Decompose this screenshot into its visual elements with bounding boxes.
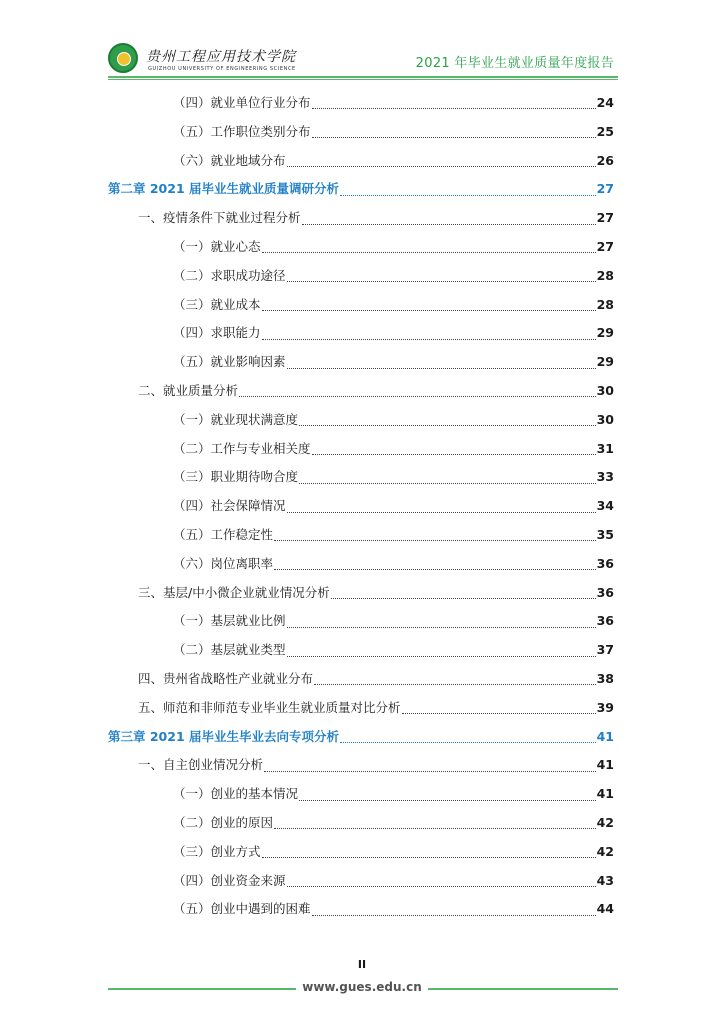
- toc-subsection-entry[interactable]: [108, 867, 614, 896]
- toc-section-entry[interactable]: [108, 665, 614, 694]
- toc-dot-leader: [312, 136, 596, 138]
- toc-entry-label: （三）就业成本: [173, 296, 261, 312]
- toc-entry-label: 五、师范和非师范专业毕业生就业质量对比分析: [138, 699, 401, 715]
- toc-entry-page-number: 29: [596, 354, 614, 370]
- toc-dot-leader: [264, 770, 596, 772]
- toc-entry-label: 二、就业质量分析: [138, 382, 239, 398]
- toc-entry-page-number: 29: [596, 325, 614, 341]
- page-number: II: [357, 958, 367, 971]
- toc-entry-page-number: 27: [596, 181, 614, 197]
- toc-dot-leader: [299, 799, 596, 801]
- toc-entry-label: （五）创业中遇到的困难: [173, 901, 311, 917]
- toc-section-entry[interactable]: [108, 751, 614, 780]
- toc-section-entry[interactable]: [108, 579, 614, 608]
- toc-entry-label: （一）基层就业比例: [173, 613, 286, 629]
- toc-subsection-entry[interactable]: [108, 780, 614, 809]
- toc-dot-leader: [287, 626, 596, 628]
- toc-entry-label: （四）求职能力: [173, 325, 261, 341]
- toc-entry-label: 一、疫情条件下就业过程分析: [138, 210, 301, 226]
- toc-entry-page-number: 38: [596, 670, 614, 686]
- toc-subsection-entry[interactable]: [108, 435, 614, 464]
- toc-dot-leader: [262, 856, 596, 858]
- toc-dot-leader: [239, 395, 596, 397]
- footer-divider-left: [108, 988, 296, 990]
- toc-entry-page-number: 33: [596, 469, 614, 485]
- toc-dot-leader: [262, 338, 596, 340]
- toc-dot-leader: [299, 482, 596, 484]
- toc-dot-leader: [331, 597, 596, 599]
- toc-subsection-entry[interactable]: [108, 492, 614, 521]
- toc-section-entry[interactable]: [108, 204, 614, 233]
- toc-subsection-entry[interactable]: [108, 895, 614, 924]
- toc-dot-leader: [312, 914, 596, 916]
- toc-dot-leader: [287, 367, 596, 369]
- toc-subsection-entry[interactable]: [108, 463, 614, 492]
- toc-entry-page-number: 35: [596, 526, 614, 542]
- toc-dot-leader: [314, 683, 596, 685]
- toc-subsection-entry[interactable]: [108, 809, 614, 838]
- toc-entry-page-number: 25: [596, 123, 614, 139]
- toc-entry-label: （二）求职成功途径: [173, 267, 286, 283]
- toc-dot-leader: [287, 280, 596, 282]
- toc-entry-label: （五）工作职位类别分布: [173, 123, 311, 139]
- toc-entry-label: （二）基层就业类型: [173, 642, 286, 658]
- toc-entry-label: 一、自主创业情况分析: [138, 757, 264, 773]
- header-divider: [108, 76, 618, 78]
- header-divider-thin: [108, 79, 618, 80]
- toc-entry-page-number: 28: [596, 267, 614, 283]
- toc-entry-label: （六）就业地域分布: [173, 152, 286, 168]
- toc-subsection-entry[interactable]: [108, 521, 614, 550]
- toc-entry-label: 第三章 2021 届毕业生毕业去向专项分析: [108, 728, 339, 744]
- toc-dot-leader: [262, 309, 596, 311]
- toc-entry-page-number: 42: [596, 814, 614, 830]
- toc-dot-leader: [287, 885, 596, 887]
- toc-entry-page-number: 30: [596, 411, 614, 427]
- toc-entry-page-number: 31: [596, 440, 614, 456]
- toc-dot-leader: [287, 511, 596, 513]
- toc-entry-page-number: 30: [596, 382, 614, 398]
- toc-subsection-entry[interactable]: [108, 406, 614, 435]
- toc-subsection-entry[interactable]: [108, 233, 614, 262]
- toc-dot-leader: [340, 194, 596, 196]
- toc-dot-leader: [274, 827, 596, 829]
- toc-section-entry[interactable]: [108, 694, 614, 723]
- toc-subsection-entry[interactable]: [108, 89, 614, 118]
- toc-entry-page-number: 39: [596, 699, 614, 715]
- school-logo: [108, 43, 138, 73]
- toc-subsection-entry[interactable]: [108, 118, 614, 147]
- toc-entry-label: （四）就业单位行业分布: [173, 95, 311, 110]
- toc-dot-leader: [274, 568, 596, 570]
- toc-entry-label: （六）岗位离职率: [173, 555, 274, 571]
- toc-subsection-entry[interactable]: [108, 838, 614, 867]
- toc-entry-page-number: 27: [596, 210, 614, 226]
- toc-entry-label: （四）创业资金来源: [173, 872, 286, 888]
- footer-website-link[interactable]: www.gues.edu.cn: [302, 980, 422, 994]
- toc-dot-leader: [302, 223, 596, 225]
- toc-dot-leader: [262, 251, 596, 253]
- toc-entry-page-number: 34: [596, 498, 614, 514]
- toc-entry-label: （一）就业现状满意度: [173, 411, 299, 427]
- school-name-cn: 贵州工程应用技术学院: [146, 49, 296, 65]
- toc-entry-page-number: 41: [596, 786, 614, 802]
- toc-entry-page-number: 27: [596, 238, 614, 254]
- toc-entry-page-number: 28: [596, 296, 614, 312]
- school-name-en: GUIZHOU UNIVERSITY OF ENGINEERING SCIENCE: [148, 66, 296, 72]
- toc-dot-leader: [287, 655, 596, 657]
- toc-subsection-entry[interactable]: [108, 636, 614, 665]
- toc-dot-leader: [274, 539, 596, 541]
- toc-subsection-entry[interactable]: [108, 550, 614, 579]
- toc-entry-page-number: 41: [596, 757, 614, 773]
- toc-entry-label: （二）工作与专业相关度: [173, 440, 311, 456]
- page-header: [108, 38, 618, 80]
- toc-entry-label: （一）就业心态: [173, 238, 261, 254]
- toc-entry-page-number: 43: [596, 872, 614, 888]
- toc-entry-page-number: 42: [596, 843, 614, 859]
- toc-subsection-entry[interactable]: [108, 319, 614, 348]
- toc-subsection-entry[interactable]: [108, 348, 614, 377]
- report-title: 2021 年毕业生就业质量年度报告: [415, 56, 614, 71]
- toc-chapter-entry[interactable]: [108, 175, 614, 204]
- toc-entry-page-number: 36: [596, 584, 614, 600]
- toc-entry-label: （五）就业影响因素: [173, 354, 286, 370]
- toc-dot-leader: [402, 712, 596, 714]
- toc-entry-label: 四、贵州省战略性产业就业分布: [138, 670, 314, 686]
- toc-chapter-entry[interactable]: [108, 723, 614, 752]
- toc-dot-leader: [312, 107, 596, 109]
- toc-entry-page-number: 37: [596, 642, 614, 658]
- toc-dot-leader: [312, 453, 596, 455]
- toc-dot-leader: [299, 424, 596, 426]
- footer-divider-right: [428, 988, 618, 990]
- toc-entry-label: （三）创业方式: [173, 843, 261, 859]
- toc-entry-label: （三）职业期待吻合度: [173, 469, 299, 485]
- toc-entry-label: （一）创业的基本情况: [173, 786, 299, 802]
- table-of-contents: [108, 89, 614, 924]
- toc-entry-page-number: 26: [596, 152, 614, 168]
- toc-subsection-entry[interactable]: [108, 262, 614, 291]
- toc-entry-label: 三、基层/中小微企业就业情况分析: [138, 584, 330, 600]
- toc-entry-page-number: 44: [596, 901, 614, 917]
- toc-dot-leader: [287, 165, 596, 167]
- toc-subsection-entry[interactable]: [108, 291, 614, 320]
- toc-subsection-entry[interactable]: [108, 147, 614, 176]
- toc-entry-label: （四）社会保障情况: [173, 498, 286, 514]
- toc-entry-page-number: 36: [596, 555, 614, 571]
- toc-entry-page-number: 36: [596, 613, 614, 629]
- toc-entry-label: （二）创业的原因: [173, 814, 274, 830]
- toc-entry-page-number: 41: [596, 728, 614, 744]
- toc-section-entry[interactable]: [108, 377, 614, 406]
- toc-entry-label: （五）工作稳定性: [173, 526, 274, 542]
- toc-subsection-entry[interactable]: [108, 607, 614, 636]
- toc-entry-page-number: 24: [596, 95, 614, 110]
- toc-dot-leader: [340, 741, 596, 743]
- toc-entry-label: 第二章 2021 届毕业生就业质量调研分析: [108, 181, 339, 197]
